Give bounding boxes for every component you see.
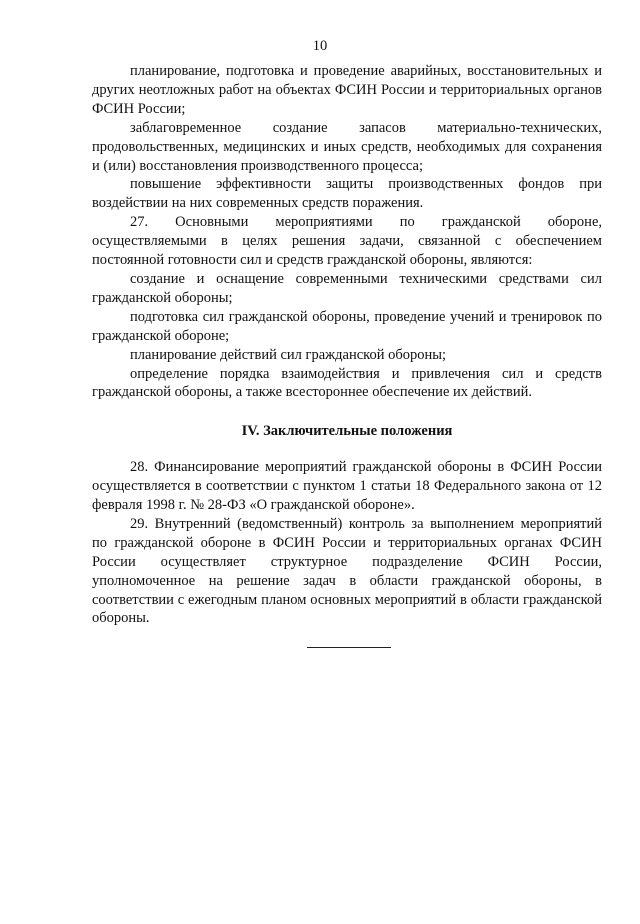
paragraph: повышение эффективности защиты производственных фондов при воздействии на них современных средств поражения. [92, 176, 602, 212]
paragraph: планирование действий сил гражданской обороны; [130, 346, 447, 363]
section-heading: IV. Заключительные положения [241, 423, 453, 440]
paragraph: 27. Основными мероприятиями по гражданской обороне, осуществляемыми в целях решения задачи, связанной с обеспечением постоянной готовности сил и средств гражданской обороны, являются: [92, 214, 602, 269]
paragraph: определение порядка взаимодействия и привлечения сил и средств гражданской обороны, а также всестороннее обеспечение их действий. [92, 365, 602, 401]
paragraph: 28. Финансирование мероприятий гражданской обороны в ФСИН России осуществляется в соответствии с пунктом 1 статьи 18 Федерального закона от 12 февраля 1998 г. № 28-ФЗ «О гражданской обороне». [92, 459, 602, 514]
paragraph: подготовка сил гражданской обороны, проведение учений и тренировок по гражданской обороне; [92, 308, 602, 344]
paragraph: планирование, подготовка и проведение аварийных, восстановительных и других неотложных работ на объектах ФСИН России и территориальных органов ФСИН России; [92, 63, 602, 117]
paragraph: 29. Внутренний (ведомственный) контроль за выполнением мероприятий по гражданской обороне в ФСИН России и территориальных органах ФСИН России осуществляет структурное подразделение ФСИН России, уполномоченное на решение задач в области гражданской обороны, в соответствии с ежегодным планом основных мероприятий в области гражданской обороны. [92, 515, 602, 627]
document-body [92, 62, 602, 628]
page-number: 10 [312, 38, 328, 54]
paragraph: создание и оснащение современными техническими средствами сил гражданской обороны; [92, 270, 602, 306]
closing-rule [307, 647, 391, 648]
paragraph: заблаговременное создание запасов материально-технических, продовольственных, медицинских и иных средств, необходимых для сохранения и (или) восстановления производственного процесса; [92, 119, 602, 174]
